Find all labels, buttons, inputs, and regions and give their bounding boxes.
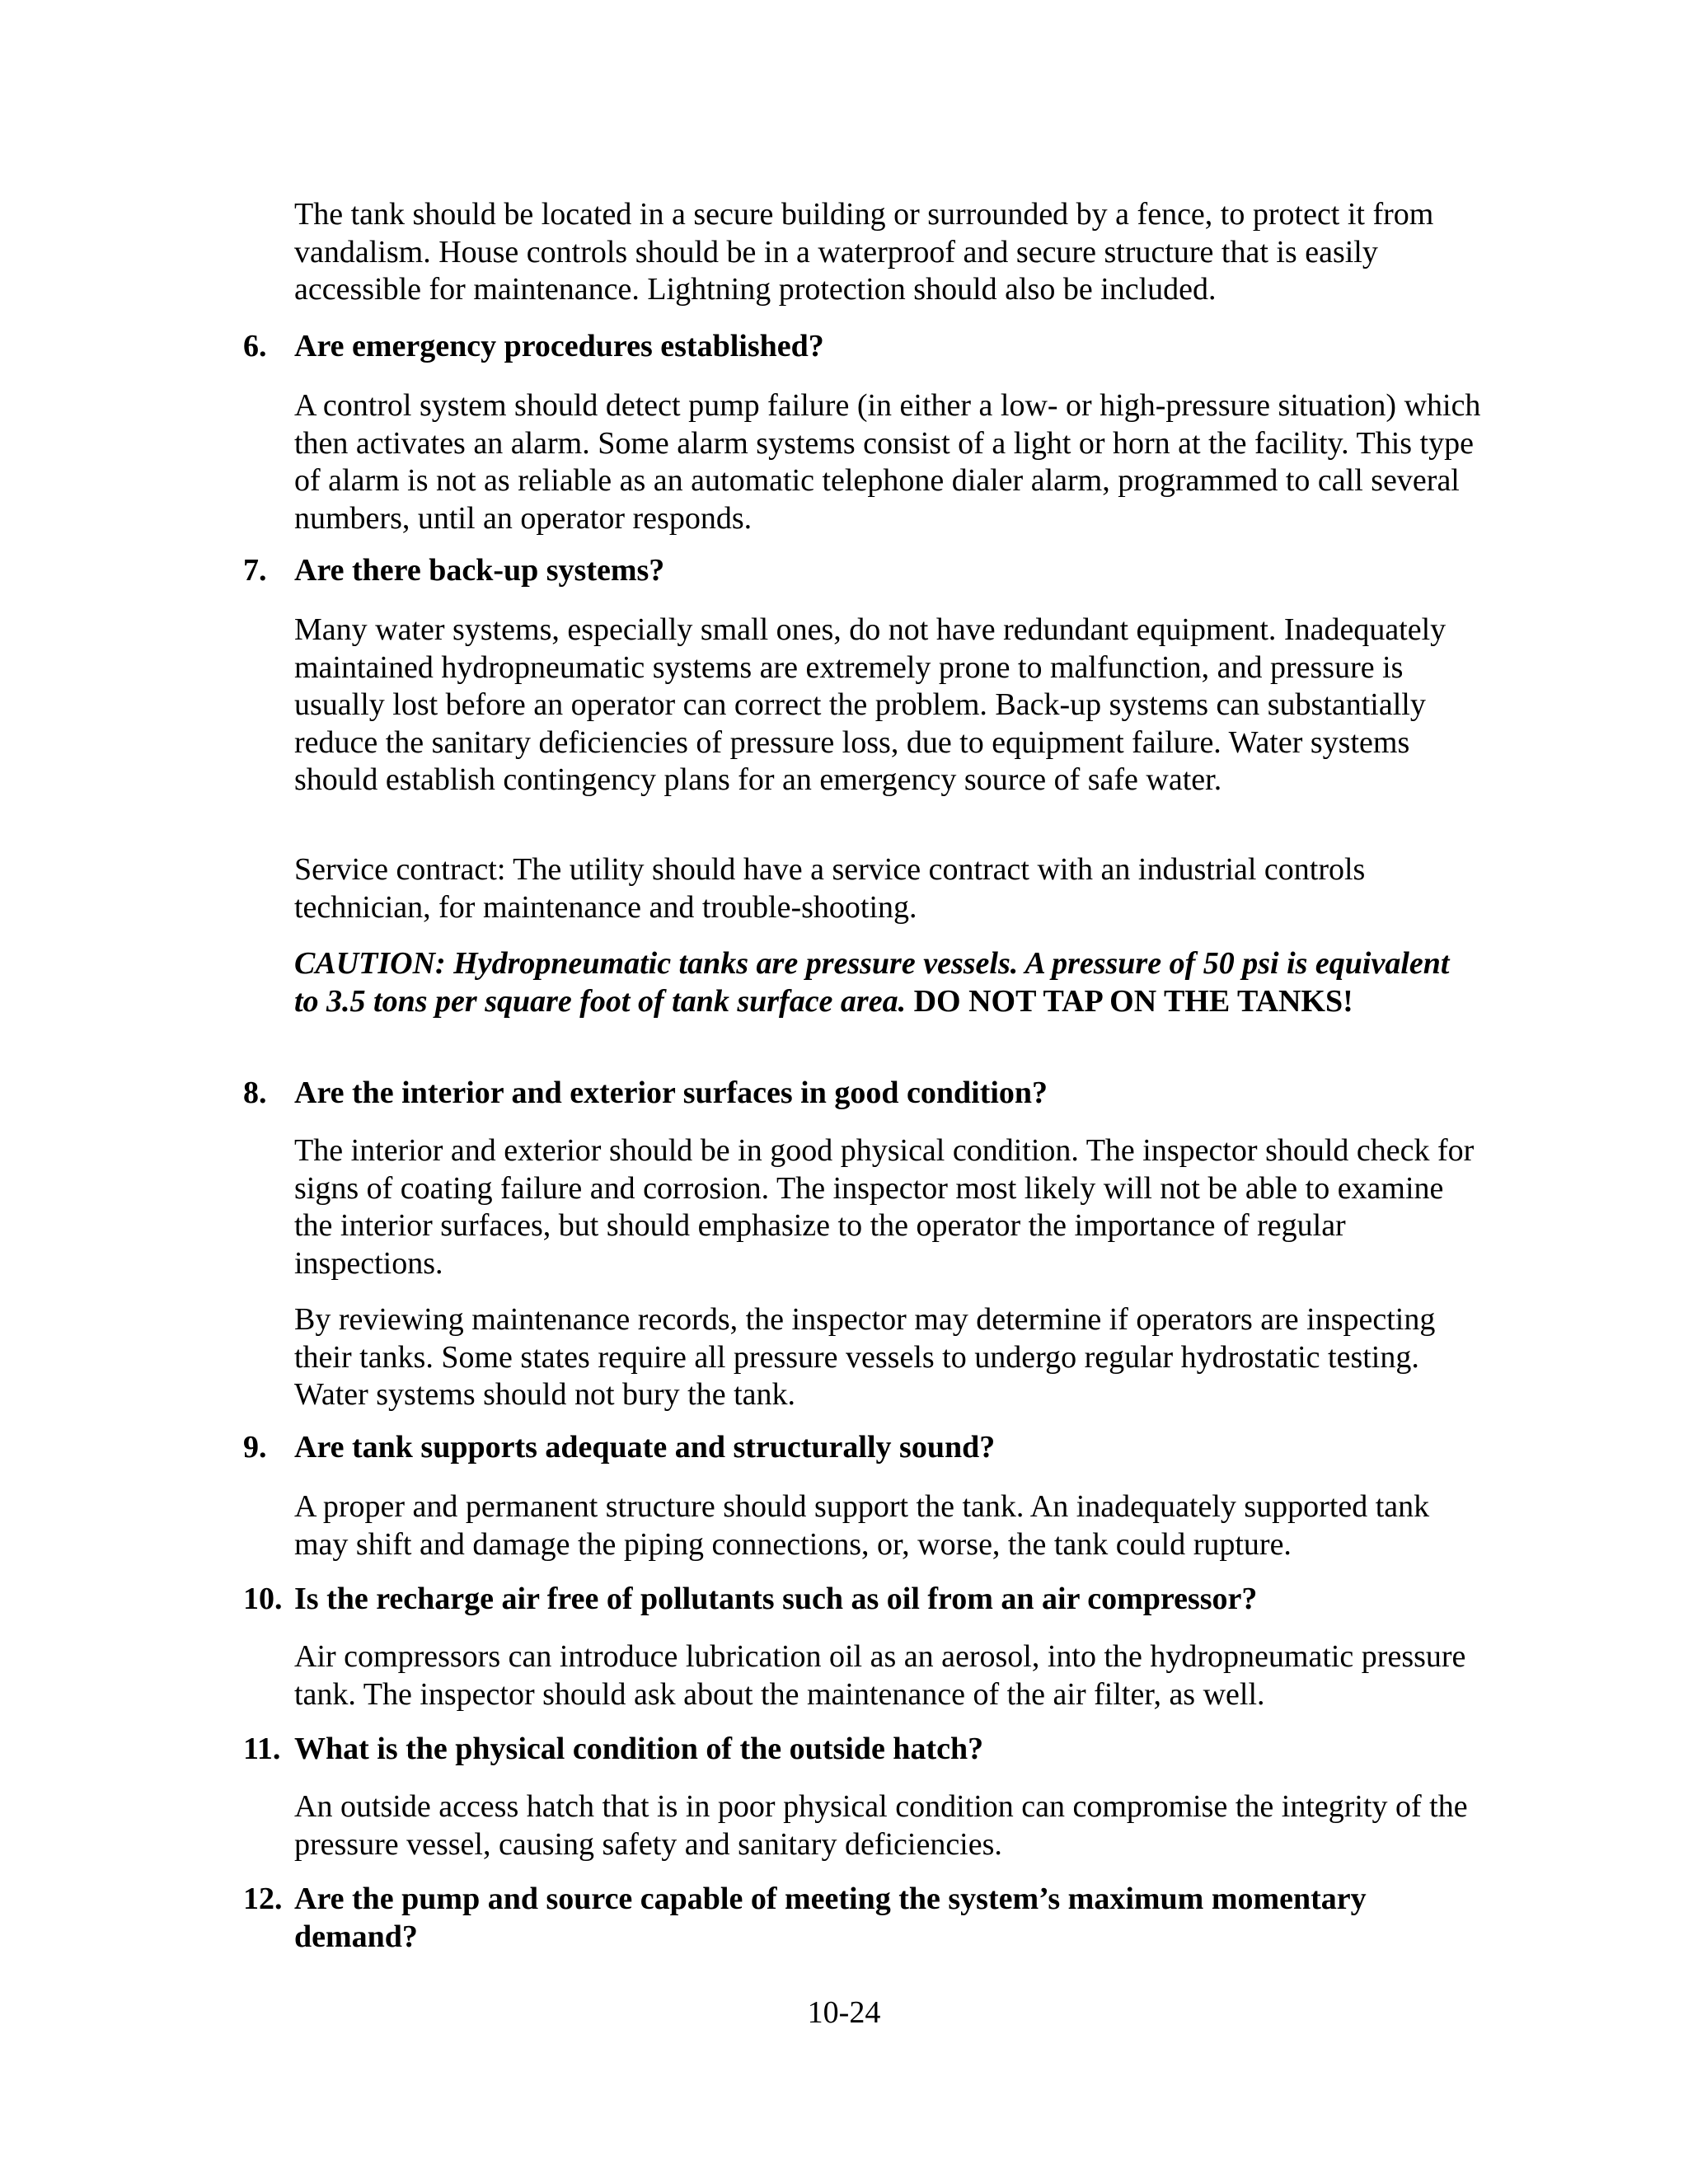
- question-6-answer: A control system should detect pump failure (in either a low- or high-pressure situation) which then activates an alarm. Some alarm systems consist of a light or horn at the facility. This type of alarm is not as reliable as an automatic telephone dialer alarm, programmed to call several numbers, until an operator responds.: [294, 388, 1481, 536]
- question-number: 10.: [243, 1582, 283, 1616]
- caution-italic-text: CAUTION: Hydropneumatic tanks are pressure vessels. A pressure of 50 psi is equivalent to 3.5 tons per square foot of tank surface area.: [294, 946, 1450, 1019]
- question-text: Are the interior and exterior surfaces in good condition?: [294, 1076, 1048, 1110]
- question-text: Is the recharge air free of pollutants such as oil from an air compressor?: [294, 1582, 1258, 1616]
- question-number: 9.: [243, 1430, 267, 1465]
- caution-note: [294, 945, 1481, 1020]
- question-10-answer: Air compressors can introduce lubrication oil as an aerosol, into the hydropneumatic pressure tank. The inspector should ask about the maintenance of the air filter, as well.: [294, 1639, 1466, 1712]
- question-number: 12.: [243, 1882, 283, 1916]
- intro-paragraph: The tank should be located in a secure building or surrounded by a fence, to protect it from vandalism. House controls should be in a waterproof and secure structure that is easily accessible for maintenance. Lightning protection should also be included.: [294, 197, 1434, 307]
- question-number: 6.: [243, 329, 267, 363]
- question-text: Are the pump and source capable of meeting the system’s maximum momentary demand?: [294, 1882, 1367, 1954]
- question-number: 11.: [243, 1732, 281, 1766]
- question-text: What is the physical condition of the outside hatch?: [294, 1732, 984, 1766]
- caution-bold-text: DO NOT TAP ON THE TANKS!: [906, 983, 1353, 1019]
- question-9-answer: A proper and permanent structure should support the tank. An inadequately supported tank may shift and damage the piping connections, or, worse, the tank could rupture.: [294, 1489, 1430, 1562]
- question-11-answer: An outside access hatch that is in poor physical condition can compromise the integrity of the pressure vessel, causing safety and sanitary deficiencies.: [294, 1789, 1468, 1862]
- question-number: 7.: [243, 553, 267, 588]
- question-text: Are emergency procedures established?: [294, 329, 824, 363]
- question-text: Are tank supports adequate and structurally sound?: [294, 1430, 996, 1465]
- service-contract-paragraph: Service contract: The utility should have a service contract with an industrial controls technician, for maintenance and trouble-shooting.: [294, 852, 1366, 925]
- question-8-answer-2: By reviewing maintenance records, the inspector may determine if operators are inspecting their tanks. Some states require all pressure vessels to undergo regular hydrostatic testing. Water systems should not bury the tank.: [294, 1302, 1436, 1412]
- question-text: Are there back-up systems?: [294, 553, 665, 588]
- question-8-answer: The interior and exterior should be in good physical condition. The inspector should check for signs of coating failure and corrosion. The inspector most likely will not be able to examine the interior surfaces, but should emphasize to the operator the importance of regular inspections.: [294, 1133, 1475, 1281]
- question-7-answer: Many water systems, especially small ones, do not have redundant equipment. Inadequately maintained hydropneumatic systems are extremely prone to malfunction, and pressure is usually lost before an operator can correct the problem. Back-up systems can substantially reduce the sanitary deficiencies of pressure loss, due to equipment failure. Water systems should establish contingency plans for an emergency source of safe water.: [294, 612, 1447, 797]
- page-number: 10-24: [807, 1995, 881, 2030]
- question-number: 8.: [243, 1076, 267, 1110]
